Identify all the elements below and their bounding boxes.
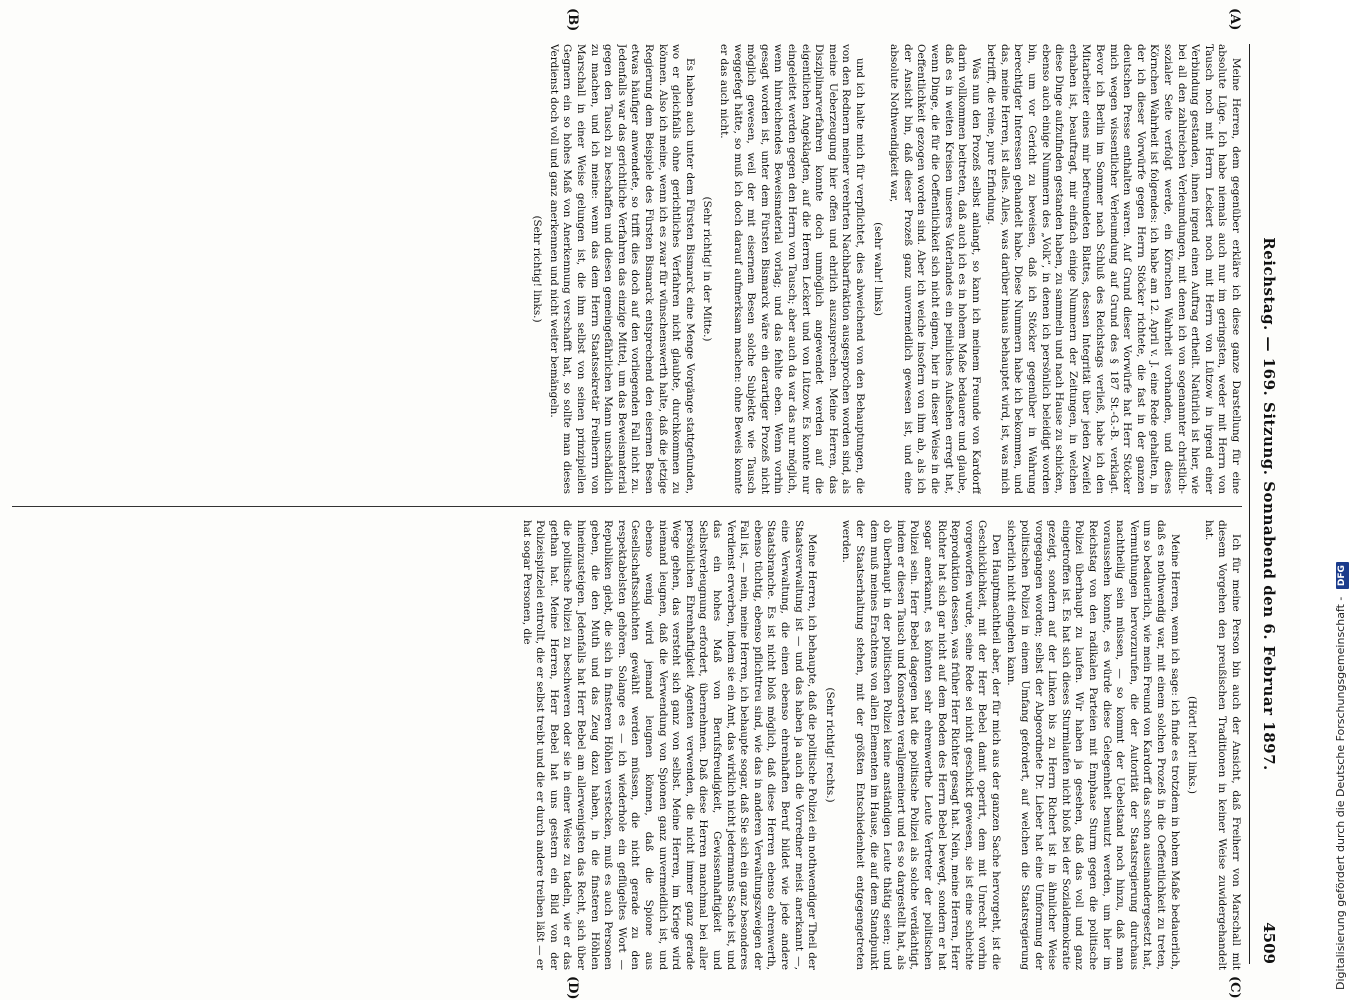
interjection: (Sehr richtig! in der Mitte.): [701, 196, 714, 342]
credit-text: Digitalisierung gefördert durch die Deutsche Forschungsgemeinschaft -: [1334, 596, 1347, 990]
page-header: [1249, 44, 1290, 964]
interjection: (Sehr richtig! rechts.): [823, 687, 836, 803]
margin-mark-d: (D): [565, 976, 580, 1000]
page-number: 4509: [1260, 922, 1278, 964]
credit-strip: [1327, 0, 1353, 1000]
interjection: (Hört! hört! links.): [1186, 696, 1199, 794]
margin-mark-c: (C): [1227, 976, 1242, 999]
paragraph: Meine Herren, ich behaupte, daß die politische Polizei ein nothwendiger Theil der Staatsverwaltung ist — und das haben ja auch die Vorredner meist anerkannt —, eine Verwaltung, die einen ebenso ehrenhaften Beruf bildet wie jede andere Staatsbranche. Es ist nicht bloß möglich, daß diese Herren ebenso ehrenwerth, ebenso tüchtig, ebenso pflichttreu sind, wie das in anderen Verwaltungszweigen der Fall ist, — nein, meine Herren, ich behaupte sogar, daß Sie sich ein ganz besonderes Verdienst erwerben, indem sie ein Amt, das wirklich nicht jedermanns Sache ist, und das ein hohes Maß von Berufsfreudigkeit, Gewissenhaftigkeit und Selbstverleugnung erfordert, übernehmen. Daß diese Herren manchmal bei aller persönlichen Ehrenhaftigkeit Agenten verwenden, die nicht immer ganz gerade Wege gehen, das versteht sich ganz von selbst. Meine Herren, im Kriege wird niemand leugnen, daß die Verwendung von Spionen ganz unvermeidlich ist, und ebenso wenig wird jemand leugnen können, daß die Spione aus Gesellschaftsschichten gewählt werden müssen, die nicht gerade zu den respektabelsten gehören. Solange es — ich wiederhole ein geflügeltes Wort — Republiken giebt, die sich in finsteren Höhlen verstecken, muß es auch Personen geben, die den Muth und das Zeug dazu haben, in die finsteren Höhlen hineinzusteigen. Jedenfalls hat Herr Bebel am allerwenigsten das Recht, sich über die politische Polizei zu beschweren oder sie in einer Weise zu tadeln, wie er das gethan hat. Meine Herren, Herr Bebel hat uns gestern ein Bild von der Polizeispitzelei entrollt, die er selbst treibt und die er durch andere treiben läßt — er hat sogar Personen, die: [520, 520, 819, 970]
paragraph: Meine Herren, dem gegenüber erkläre ich diese ganze Darstellung für eine absolute Lüge. Ich habe niemals auch nur im geringsten, weder mit Herrn von Tausch noch mit Herrn Leckert noch mit Herrn von Lützow in irgend einer Verbindung gestanden, ihnen irgend einen Auftrag ertheilt. Natürlich ist hier, wie bei all den zahlreichen Verleumdungen, mit denen ich von sogenannter christlich-sozialer Seite verfolgt werde, ein Körnchen Wahrheit vorhanden, und dieses Körnchen Wahrheit ist folgendes: ich habe am 12. April v. J. eine Rede gehalten, in der ich dieser Vorwürfe gegen Herrn Stöcker richtete, die fast in der ganzen deutschen Presse enthalten waren. Auf Grund dieser Vorwürfe hat Herr Stöcker mich wegen wissentlicher Verleumdung auf Grund des § 187 St.-G.-B. verklagt. Bevor ich Berlin im Sommer nach Schluß des Reichstags verließ, habe ich den Mitarbeiter eines mir befreundeten Blattes, dessen Integrität über jeden Zweifel erhaben ist, beauftragt, mir einfach einige Nummern der Zeitungen, in welchen diese Dinge aufzufinden gestanden haben, zu sammeln und nach Hause zu schicken, ebenso auch einige Nummern des „Volk“, in denen ich persönlich beleidigt worden bin, um vor Gericht zu beweisen, daß ich Stöcker gegenüber in Wahrung berechtigter Interessen gehandelt habe. Diese Nummern habe ich bekommen, und das, meine Herren, ist alles. Alles, was darüber hinaus behauptet wird, ist, was mich betrifft, die reine, pure Erfindung.: [985, 44, 1242, 494]
interjection: (Sehr richtig! links.): [531, 215, 544, 323]
margin-mark-b: (B): [565, 8, 580, 32]
running-title: Reichstag. — 169. Sitzung. Sonnabend den 6. Februar 1897.: [1260, 237, 1278, 771]
left-column: [12, 44, 1242, 494]
margin-mark-a: (A): [1227, 8, 1242, 31]
dfg-logo: DFG: [1336, 562, 1349, 589]
interjection: (sehr wahr! links): [871, 222, 884, 316]
paragraph: Es haben auch unter dem Fürsten Bismarck eine Menge Vorgänge stattgefunden, wo er gleichfalls ohne gerichtliches Verfahren nicht glaubte, durchkommen zu können. Also ich meine, wenn ich es zwar für wünschenswerth halte, daß die jetzige Regierung dem Beispiele des Fürsten Bismarck entsprechend den eisernen Besen etwas häufiger anwendete, so trifft dies doch auf den vorliegenden Fall nicht zu. Jedenfalls war das gerichtliche Verfahren das einzige Mittel, um das Beweismaterial gegen den Tausch zu beschaffen und diesen gemeingefährlichen Mann unschädlich zu machen, und ich meine: wenn das dem Herrn Staatssekretär Freiherrn von Marschall in einer Weise gelungen ist, die ihm selbst von seinen prinzipiellen Gegnern ein so hohes Maß von Anerkennung verschafft hat, so sollte man dieses Verdienst doch voll und ganz anerkennen und nicht weiter bemängeln.: [547, 44, 696, 494]
column-divider: [12, 506, 1242, 507]
paragraph: und ich halte mich für verpflichtet, dies abweichend von den Behauptungen, die von den Rednern meiner verehrten Nachbarfraktion ausgesprochen worden sind, als meine Ueberzeugung hier offen und ehrlich auszusprechen. Meine Herren, das Disziplinarverfahren konnte doch unmöglich angewendet werden auf die eigentlichen Angeklagten, auf die Herren Leckert und von Lützow. Es konnte nur eingeleitet werden gegen den Herrn von Tausch; aber auch da war das nur möglich, wenn hinreichendes Beweismaterial vorlag; und das fehlte eben. Wenn vorhin gesagt worden ist, unter dem Fürsten Bismarck wäre ein derartiger Prozeß nicht möglich gewesen, weil der mit eisernem Besen solche Subjekte wie Tausch weggefegt hätte, so muß ich doch darauf aufmerksam machen: ohne Beweis konnte er das auch nicht.: [718, 44, 866, 494]
right-column: [12, 520, 1242, 970]
paragraph: Meine Herren, wenn ich sage: ich finde es trotzdem in hohem Maße bedauerlich, daß es nothwendig war, mit einem solchen Prozeß in die Oeffentlichkeit zu treten, um so bedauerlich, wie mein Freund von Kardorff das schon auseinandergesetzt hat, Vermuthungen hervorzurufen, die der Autorität der Staatsregierung durchaus nachtheilig sein müssen, — so kommt der Uebelstand noch hinzu, daß man voraussehen konnte, es würde diese Gelegenheit benutzt werden, um hier im Reichstag von den radikalen Parteien mit Emphase Sturm gegen die politische Polizei überhaupt zu laufen. Wir haben ja gesehen, daß das voll und ganz eingetroffen ist. Es hat sich dieses Sturmlaufen nicht bloß bei der Sozialdemokratie gezeigt, sondern auf der Linken bis zu Herrn Richert ist in ähnlicher Weise vorgegangen worden; selbst der Abgeordnete Dr. Lieber hat eine Umformung der politischen Polizei in einem Umfang gefordert, auf welchen die Staatsregierung sicherlich nicht eingehen kann.: [1005, 520, 1181, 970]
paragraph: Was nun den Prozeß selbst anlangt, so kann ich meinem Freunde von Kardorff darin vollkommen beitreten, daß auch ich es in hohem Maße bedauere und glaube, daß es in weiten Kreisen unseres Vaterlandes ein peinliches Aufsehen erregt hat, wenn Dinge, die für die Oeffentlichkeit sich nicht eignen, hier in dieser Weise in die Oeffentlichkeit gezogen worden sind. Aber ich weiche insofern von ihm ab, als ich der Ansicht bin, daß dieser Prozeß ganz unvermeidlich gewesen ist, und eine absolute Nothwendigkeit war,: [888, 44, 982, 494]
paragraph: Den Hauptmachtheil aber, der für mich aus der ganzen Sache hervorgeht, ist die Geschicklichkeit, mit der Herr Bebel damit operirt, dem mit Unrecht vorhin vorgeworfen wurde, seine Rede sei nicht geschickt gewesen, sie ist eine schlechte Reproduktion dessen, was früher Herr Richter gesagt hat. Nein, meine Herren, Herr Richter hat sich gar nicht auf dem Boden des Herrn Bebel bewegt, sondern er hat sogar anerkannt, es könnten sehr ehrenwerthe Leute Vertreter der politischen Polizei sein. Herr Bebel dagegen hat die politische Polizei als solche verdächtigt, indem er diesen Tausch und Konsorten verallgemeinert und es so dargestellt hat, als ob überhaupt in der politischen Polizei keine anständigen Leute thätig seien; und dem muß meines Erachtens von allen Elementen im Hause, die auf dem Standpunkt der Staatserhaltung stehen, mit der größten Entschiedenheit entgegengetreten werden.: [840, 520, 1002, 970]
paragraph: Ich für meine Person bin auch der Ansicht, daß Freiherr von Marschall mit diesem Vorgehen den preußischen Traditionen in keiner Weise zuwidergehandelt hat.: [1202, 520, 1242, 970]
credit-text-wrapper: [1330, 0, 1352, 1000]
